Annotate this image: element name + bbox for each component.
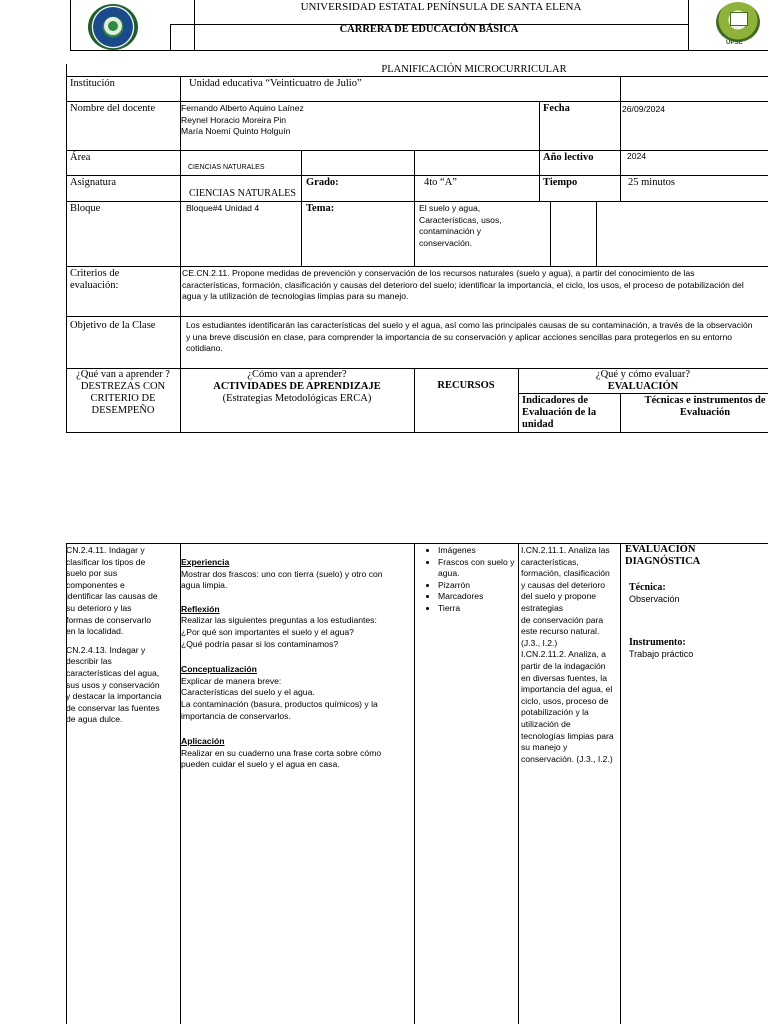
indicador-line: ciclo, usos, proceso de: [521, 695, 609, 706]
grado-label: Grado:: [306, 177, 339, 188]
tiempo-label: Tiempo: [543, 177, 578, 188]
activity-line: Realizar las siguientes preguntas a los estudiantes:: [181, 615, 377, 626]
destreza-line: CN.2.4.11. Indagar y: [66, 545, 145, 555]
conceptualizacion-title: Conceptualización: [181, 664, 257, 675]
estrategias-note: (Estrategias Metodológicas ERCA): [222, 393, 372, 404]
destreza-line: características del agua,: [66, 667, 160, 678]
institucion-label: Institución: [70, 78, 115, 89]
activity-line: agua limpia.: [181, 580, 228, 591]
recursos-list: [420, 545, 516, 615]
destreza-line: componentes e: [66, 579, 125, 590]
criterios-line: agua y la utilización de tecnologías limpias para su manejo.: [182, 291, 409, 302]
area-label: Área: [70, 152, 91, 163]
indicadores-header: [522, 395, 596, 431]
area-value: CIENCIAS NATURALES: [188, 164, 265, 171]
activity-line: La contaminación (basura, productos químicos) y la: [181, 698, 378, 709]
destreza-line: clasificar los tipos de: [66, 556, 146, 567]
destreza-line: identificar las causas de: [66, 591, 158, 602]
tecnica-label: Técnica:: [629, 582, 666, 593]
reflexion-title: Reflexión: [181, 603, 220, 614]
activity-line: ¿Qué podría pasar si los contaminamos?: [181, 638, 339, 649]
destrezas-header: [66, 369, 180, 417]
objetivo-text: [186, 320, 753, 355]
asignatura-label: Asignatura: [70, 177, 117, 188]
fecha-label: Fecha: [543, 103, 570, 114]
recursos-header: RECURSOS: [437, 380, 495, 391]
instrumento-value: Trabajo práctico: [629, 649, 694, 659]
activity-line: ¿Por qué son importantes el suelo y el agua?: [181, 626, 354, 637]
tema-line: conservación.: [419, 237, 473, 248]
right-logo-caption: UPSE: [726, 40, 743, 46]
actividades-header: [180, 369, 414, 405]
criterios-text: [182, 268, 744, 303]
tema-label: Tema:: [306, 203, 335, 214]
experiencia-title: Experiencia: [181, 557, 230, 567]
destreza-line: suelo por sus: [66, 568, 118, 579]
university-name: UNIVERSIDAD ESTATAL PENÍNSULA DE SANTA ELENA: [300, 1, 582, 13]
actividades-title: ACTIVIDADES DE APRENDIZAJE: [213, 381, 381, 392]
anio-label: Año lectivo: [543, 152, 594, 163]
evaluacion-header: [518, 369, 768, 393]
activity-line: Explicar de manera breve:: [181, 675, 282, 686]
tema-value: [419, 203, 502, 249]
destreza-line: de conservar las fuentes: [66, 702, 160, 713]
recurso-item: • Imágenes: [438, 545, 516, 557]
tecnicas-header: [620, 395, 768, 419]
fecha-value: 26/09/2024: [622, 104, 666, 114]
indicador-line: importancia del agua, el: [521, 684, 613, 695]
recurso-item: • Pizarrón: [438, 580, 516, 592]
docente-label: Nombre del docente: [70, 103, 156, 114]
objetivo-label: Objetivo de la Clase: [70, 320, 156, 331]
tecnicas-line: Técnicas e instrumentos de: [644, 395, 766, 406]
indicador-line: este recurso natural.: [521, 626, 600, 637]
indicador-line: estrategias: [521, 602, 564, 613]
destreza-line: en la localidad.: [66, 626, 124, 637]
destrezas-line: DESEMPEÑO: [91, 405, 155, 416]
docente-name: María Noemí Quinto Holguín: [181, 126, 291, 137]
como-evaluar: ¿Qué y cómo evaluar?: [595, 369, 691, 380]
bloque-label: Bloque: [70, 203, 101, 214]
activity-line: Características del suelo y el agua.: [181, 687, 315, 698]
indicador-line: partir de la indagación: [521, 660, 606, 671]
indicadores-line: unidad: [522, 419, 554, 430]
criterios-line: características, formación, clasificación y causas del deterioro del suelo; identificar la importancia, el ciclo, los usos, el proceso de potabilización del: [182, 279, 744, 290]
destreza-line: formas de conservarlo: [66, 614, 152, 625]
criterios-label-line: evaluación:: [70, 280, 119, 291]
aplicacion-title: Aplicación: [181, 736, 225, 747]
indicadores-line: Evaluación de la: [522, 407, 597, 418]
evaluacion-title: EVALUACIÓN: [607, 381, 679, 392]
recursos-cell: [420, 545, 516, 615]
indicadores-cell: [521, 545, 620, 765]
docente-names: [181, 103, 304, 138]
indicador-line: de conservación para: [521, 614, 604, 625]
criterios-label: [70, 268, 119, 292]
career-name: CARRERA DE EDUCACIÓN BÁSICA: [339, 24, 519, 35]
destrezas-cell: [66, 545, 180, 726]
anio-value: 2024: [627, 151, 647, 161]
institucion-value: Unidad educativa “Veinticuatro de Julio”: [189, 78, 362, 89]
recurso-item: • Tierra: [438, 603, 516, 615]
recurso-item: • Frascos con suelo y agua.: [438, 557, 516, 580]
tema-line: Características, usos,: [419, 214, 502, 225]
activity-line: Realizar en su cuaderno una frase corta sobre cómo: [181, 747, 382, 758]
grado-value: 4to “A”: [424, 177, 457, 188]
recurso-item: • Marcadores: [438, 591, 516, 603]
destrezas-line: CRITERIO DE: [90, 393, 156, 404]
docente-name: Fernando Alberto Aquino Laínez: [181, 103, 304, 113]
docente-name: Reynel Horacio Moreira Pin: [181, 114, 287, 125]
indicador-line: utilización de: [521, 718, 571, 729]
destreza-line: y destacar la importancia: [66, 691, 162, 702]
criterios-label-line: Criterios de: [70, 268, 120, 279]
indicador-line: potabilización y la: [521, 707, 589, 718]
indicador-line: su manejo y: [521, 742, 568, 753]
indicador-line: del suelo y propone: [521, 591, 597, 602]
destreza-line: sus usos y conservación: [66, 679, 160, 690]
destreza-line: describir las: [66, 656, 112, 667]
eval-title-line: EVALUACIÓN: [625, 544, 696, 555]
indicador-line: características,: [521, 556, 579, 567]
actividades-cell: [181, 557, 413, 771]
eval-title-line: DIAGNÓSTICA: [625, 556, 701, 567]
tiempo-value: 25 minutos: [628, 177, 675, 188]
evaluacion-cell: [625, 544, 768, 660]
objetivo-line: Los estudiantes identificarán las características del suelo y el agua, así como las principales causas de su contaminación, a través de la observación: [186, 320, 753, 330]
objetivo-line: y una breve discusión en clase, para comprender la importancia de su conservación y aplicar acciones sencillas para protegerlos en su entorno: [186, 331, 733, 342]
criterios-line: CE.CN.2.11. Propone medidas de prevención y conservación de los recursos naturales (suelo y agua), a partir del conocimiento de las: [182, 268, 695, 278]
indicador-line: conservación. (J.3., I.2.): [521, 753, 613, 764]
que-aprender: ¿Qué van a aprender ?: [76, 369, 170, 380]
tema-line: El suelo y agua,: [419, 203, 481, 213]
objetivo-line: cotidiano.: [186, 343, 223, 354]
bloque-value: Bloque#4 Unidad 4: [186, 203, 260, 213]
destreza-line: de agua dulce.: [66, 714, 123, 725]
activity-line: pueden cuidar el suelo y el agua en casa.: [181, 759, 340, 770]
asignatura-value: CIENCIAS NATURALES: [189, 188, 296, 199]
instrumento-label: Instrumento:: [629, 637, 686, 648]
indicador-line: (J.3., I.2.): [521, 637, 558, 648]
indicador-line: en diversas fuentes, la: [521, 672, 607, 683]
indicador-line: tecnologías limpias para: [521, 730, 614, 741]
tecnicas-line: Evaluación: [679, 407, 731, 418]
destreza-line: su deterioro y las: [66, 602, 132, 613]
plan-title: PLANIFICACIÓN MICROCURRICULAR: [381, 64, 567, 75]
destrezas-line: DESTREZAS CON: [80, 381, 166, 392]
indicador-line: I.CN.2.11.1. Analiza las: [521, 545, 610, 555]
university-emblem-logo: [716, 2, 760, 42]
activity-line: Mostrar dos frascos: uno con tierra (suelo) y otro con: [181, 568, 383, 579]
tema-line: contaminación y: [419, 226, 482, 237]
university-seal-logo: [88, 4, 138, 50]
como-aprender: ¿Cómo van a aprender?: [247, 369, 347, 380]
indicador-line: formación, clasificación: [521, 568, 610, 579]
destreza-line: CN.2.4.13. Indagar y: [66, 644, 146, 655]
indicador-line: y causas del deterioro: [521, 579, 606, 590]
indicadores-line: Indicadores de: [522, 395, 589, 406]
activity-line: importancia de conservarlos.: [181, 710, 291, 721]
tecnica-value: Observación: [629, 594, 680, 604]
indicador-line: I.CN.2.11.2. Analiza, a: [521, 649, 606, 660]
